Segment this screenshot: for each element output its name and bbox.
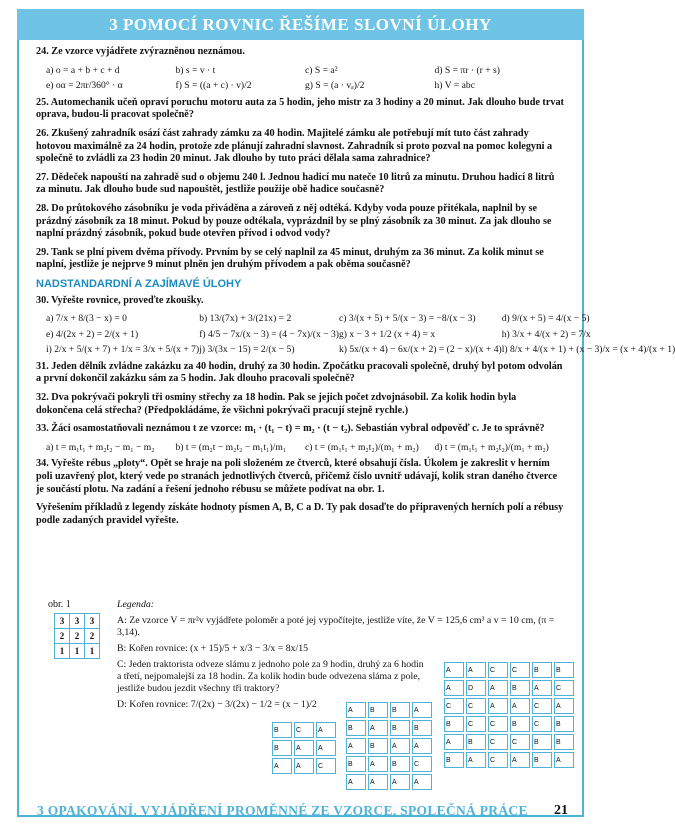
- grid-cell: D: [466, 680, 486, 696]
- grid-cell: C: [554, 680, 574, 696]
- grid-cell: A: [390, 738, 410, 754]
- problem-31: 31. Jeden dělník zvládne zakázku za 40 hodin, druhý za 30 hodin. Zpočátku pracovali společně, druhý byl potom odvolán a první dokončil zakázku sám za 5 hodin. Jak dlouho pracovali společně?: [36, 360, 563, 385]
- page-number: 21: [554, 803, 568, 818]
- content: [36, 46, 675, 533]
- option: g) S = (a · vₐ)/2: [305, 80, 365, 92]
- option: a) 7/x + 8/(3 − x) = 0: [46, 313, 127, 325]
- problem-30: 30. Vyřešte rovnice, proveďte zkoušky.: [36, 294, 204, 306]
- option: c) 3/(x + 5) + 5/(x − 3) = −8/(x − 3): [338, 313, 476, 325]
- grid-cell: B: [554, 662, 574, 678]
- grid-cell: 1: [70, 644, 85, 659]
- grid-cell: B: [390, 702, 410, 718]
- grid-cell: 1: [55, 644, 70, 659]
- grid-cell: 3: [55, 614, 70, 629]
- legend-a: A: Ze vzorce V = πr²v vyjádřete poloměr a poté jej vypočítejte, jestliže víte, že V = 125,6 cm³ a v = 10 cm, (π = 3,14).: [117, 615, 555, 638]
- grid-cell: A: [466, 662, 486, 678]
- grid-cell: B: [554, 716, 574, 732]
- grid-cell: C: [316, 758, 336, 774]
- grid-cell: B: [554, 734, 574, 750]
- grid-cell: A: [316, 740, 336, 756]
- grid-cell: A: [368, 756, 388, 772]
- grid-cell: C: [510, 662, 530, 678]
- grid-cell: A: [294, 740, 314, 756]
- section-title: NADSTANDARDNÍ A ZAJÍMAVÉ ÚLOHY: [36, 277, 242, 290]
- grid-cell: A: [390, 774, 410, 790]
- option: h) V = abc: [434, 80, 475, 92]
- option: d) 9/(x + 5) = 4/(x − 5): [501, 313, 590, 325]
- grid-cell: B: [532, 662, 552, 678]
- grid-cell: B: [444, 752, 464, 768]
- grid-cell: A: [532, 680, 552, 696]
- problem-28: 28. Do průtokového zásobníku je voda přiváděna a zároveň z něj odtéká. Kdyby voda pouze přitékala, naplnil by se prázdný zásobník za 18 minut. Pokud by pouze odtékala, vyprázdnil by se plný zásobník za 30 minut. Za jak dlouho se naplní prázdný zásobník, pokud bude otevřen přívod i odvod vody?: [36, 202, 552, 240]
- legend-d: D: Kořen rovnice: 7/(2x) − 3/(2x) − 1/2 = (x − 1)/2: [117, 699, 317, 710]
- option: e) oα = 2πr/360° · α: [46, 80, 123, 92]
- grid-cell: B: [346, 720, 366, 736]
- grid-cell: A: [368, 774, 388, 790]
- grid-cell: A: [412, 738, 432, 754]
- grid-cell: B: [346, 756, 366, 772]
- grid-cell: 1: [85, 644, 100, 659]
- grid-cell: B: [390, 720, 410, 736]
- option: a) t = m₁t₁ + m₂t₂ − m₁ − m₂: [46, 441, 155, 453]
- grid-cell: B: [272, 740, 292, 756]
- problem-34-instructions: Vyřešením příkladů z legendy získáte hodnoty písmen A, B, C a D. Ty pak dosaďte do připravených herních polí a rébusy podle zadaných pravidel vyřešte.: [36, 502, 564, 526]
- page-footer: [17, 795, 584, 827]
- problem-29: 29. Tank se plní pivem dvěma přívody. Prvním by se celý naplnil za 45 minut, druhým za 36 minut. Za kolik minut se naplní, jestliže je nejprve 9 minut plněn jen druhým přívodem a pak oběma současně?: [36, 246, 544, 271]
- problem-24-options: [46, 65, 564, 93]
- legend-b: B: Kořen rovnice: (x + 15)/5 + x/3 − 3/x = 8x/15: [117, 643, 309, 654]
- grid-cell: A: [346, 774, 366, 790]
- option: b) 13/(7x) + 3/(21x) = 2: [199, 313, 292, 325]
- problem-24: 24. Ze vzorce vyjádřete zvýrazněnou neznámou.: [36, 46, 245, 57]
- grid-cell: B: [390, 756, 410, 772]
- option: d) S = πr · (r + s): [434, 64, 500, 76]
- grid-cell: B: [510, 680, 530, 696]
- grid-cell: C: [488, 662, 508, 678]
- grid-cell: A: [444, 680, 464, 696]
- option: l) 8/x + 4/(x + 1) + (x − 3)/x = (x + 4)/(x + 1): [501, 344, 675, 356]
- grid-cell: A: [412, 774, 432, 790]
- option: f) S = ((a + c) · v)/2: [175, 80, 252, 92]
- grid-cell: B: [444, 716, 464, 732]
- problem-33-options: [46, 442, 564, 455]
- grid-cell: C: [444, 698, 464, 714]
- grid-cell: C: [532, 698, 552, 714]
- problem-26: 26. Zkušený zahradník osází část zahrady zámku za 40 hodin. Majitelé zámku ale potřebují mít tuto část zahrady hotovou maximálně za 24 hodin, protože zde plánují zahradní slavnost. Zahradník si proto pozval na pomoc kolegyni a společně to zvládli za 23 hodin 20 minut. Jak dlouho by tuto práci dělala sama zahradnice?: [36, 127, 553, 165]
- grid-cell: C: [532, 716, 552, 732]
- option: a) o = a + b + c + d: [46, 64, 120, 76]
- grid-cell: C: [412, 756, 432, 772]
- grid-cell: C: [488, 734, 508, 750]
- puzzle-grid-large: [442, 660, 576, 770]
- grid-cell: 2: [55, 629, 70, 644]
- grid-cell: A: [368, 720, 388, 736]
- option: i) 2/x + 5/(x + 7) + 1/x = 3/x + 5/(x + 7): [46, 344, 200, 356]
- puzzle-grid-small: [270, 720, 338, 776]
- problem-34: 34. Vyřešte rébus „ploty“. Opět se hraje na poli složeném ze čtverců, které obsahují čísla. Úkolem je zakreslit v herním poli uzavřený plot, který vede po stranách jednotlivých čtverců, přičemž číslo uvnitř udávají, kolik stran daného čtverce je součástí plotu. Na zadání a řešení jednoho rébusu se můžete podívat na obr. 1.: [36, 458, 558, 495]
- grid-cell: B: [368, 738, 388, 754]
- option: k) 5x/(x + 4) − 6x/(x + 2) = (2 − x)/(x + 4): [338, 344, 502, 356]
- grid-cell: B: [466, 734, 486, 750]
- option: f) 4/5 − 7x/(x − 3) = (4 − 7x)/(x − 3): [199, 328, 339, 340]
- grid-cell: B: [532, 734, 552, 750]
- option: b) s = v · t: [175, 64, 216, 76]
- option: h) 3/x + 4/(x + 2) = 7/x: [501, 328, 591, 340]
- grid-cell: A: [444, 662, 464, 678]
- example-grid: [54, 613, 100, 659]
- grid-cell: A: [510, 752, 530, 768]
- grid-cell: A: [346, 738, 366, 754]
- grid-cell: 2: [70, 629, 85, 644]
- grid-cell: A: [412, 702, 432, 718]
- grid-cell: A: [272, 758, 292, 774]
- legend-c: C: Jeden traktorista odveze slámu z jednoho pole za 9 hodin, druhý za 6 hodin a třetí, nejpomalejší za 18 hodin. Za kolik hodin bude odvezena sláma z pole, jestliže budou jezdit všechny tři traktory?: [117, 659, 424, 694]
- figure-label: obr. 1: [48, 599, 71, 610]
- option: c) t = (m₁t₁ + m₂t₂)/(m₁ + m₂): [305, 441, 419, 453]
- option: c) S = a²: [305, 64, 338, 76]
- grid-cell: A: [444, 734, 464, 750]
- grid-cell: C: [510, 734, 530, 750]
- grid-cell: A: [316, 722, 336, 738]
- option: g) x − 3 + 1/2 (x + 4) = x: [338, 328, 436, 340]
- grid-cell: C: [294, 722, 314, 738]
- problem-25: 25. Automechanik učeň opraví poruchu motoru auta za 5 hodin, jeho mistr za 3 hodiny a 20 minut. Jak dlouho bude trvat oprava, budou-li pracovat společně?: [36, 96, 564, 121]
- option: d) t = (m₁t₁ + m₂t₂)/(m₁ + m₂): [434, 441, 549, 453]
- problem-30-options: [46, 313, 675, 357]
- grid-cell: B: [412, 720, 432, 736]
- grid-cell: 3: [85, 614, 100, 629]
- grid-cell: B: [272, 722, 292, 738]
- grid-cell: 2: [85, 629, 100, 644]
- grid-cell: B: [532, 752, 552, 768]
- option: b) t = (m₂t − m₂t₂ − m₁t₁)/m₁: [175, 441, 287, 453]
- problem-27: 27. Dědeček napouští na zahradě sud o objemu 240 l. Jednou hadicí mu nateče 10 litrů za minutu. Druhou hadicí 8 litrů za minutu. Jak dlouho bude sud napouštět, jestliže použije obě hadice současně?: [36, 171, 555, 196]
- grid-cell: B: [368, 702, 388, 718]
- problem-32: 32. Dva pokrývači pokryli tři osminy střechy za 18 hodin. Pak se jejich počet zdvojnásobil. Za kolik hodin byla dokončena celá střecha? (Předpokládáme, že všichni pokrývači pracují stejně rychle.): [36, 392, 517, 416]
- problem-33: 33. Žáci osamostatňovali neznámou t ze vzorce: m₁ · (t₁ − t) = m₂ · (t − t₂). Sebastián vybral odpověď c. Je to správně?: [36, 423, 545, 435]
- grid-cell: A: [488, 680, 508, 696]
- grid-cell: C: [488, 716, 508, 732]
- grid-cell: A: [346, 702, 366, 718]
- grid-cell: A: [466, 752, 486, 768]
- option: j) 3/(3x − 15) = 2/(x − 5): [199, 344, 295, 356]
- grid-cell: C: [466, 716, 486, 732]
- grid-cell: B: [510, 716, 530, 732]
- grid-cell: A: [488, 698, 508, 714]
- grid-cell: A: [554, 698, 574, 714]
- legend-title: Legenda:: [117, 599, 155, 610]
- grid-cell: A: [510, 698, 530, 714]
- grid-cell: A: [554, 752, 574, 768]
- grid-cell: C: [466, 698, 486, 714]
- option: e) 4/(2x + 2) = 2/(x + 1): [46, 328, 139, 340]
- page-title: 3 POMOCÍ ROVNIC ŘEŠÍME SLOVNÍ ÚLOHY: [17, 9, 584, 40]
- grid-cell: A: [294, 758, 314, 774]
- footer-title: 3 OPAKOVÁNÍ, VYJÁDŘENÍ PROMĚNNÉ ZE VZORCE, SPOLEČNÁ PRÁCE: [37, 803, 528, 818]
- grid-cell: 3: [70, 614, 85, 629]
- grid-cell: C: [488, 752, 508, 768]
- puzzle-grid-medium: [344, 700, 434, 792]
